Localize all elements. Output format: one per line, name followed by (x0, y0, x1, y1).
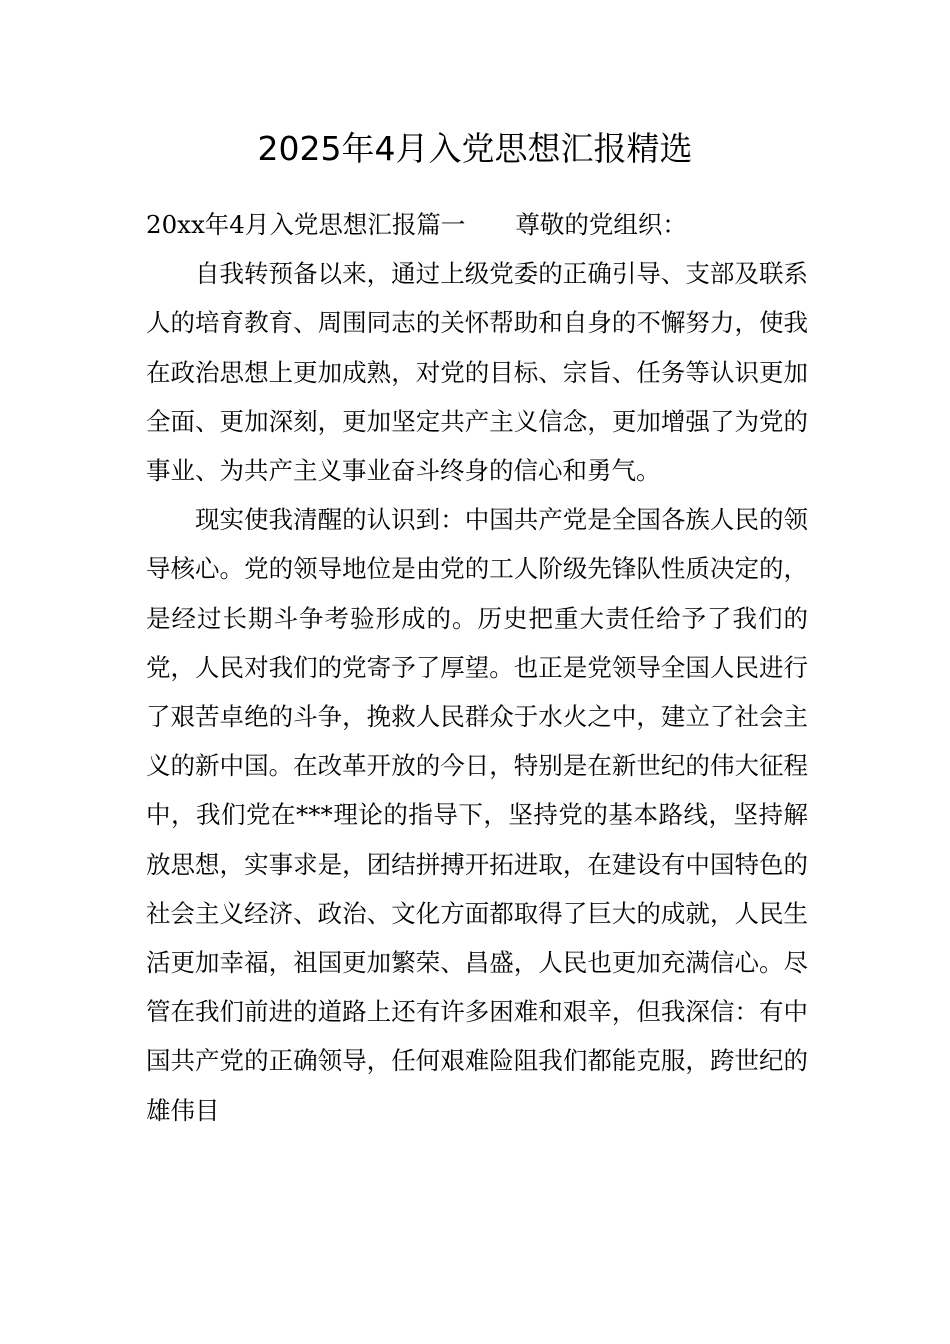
document-title: 2025年4月入党思想汇报精选 (257, 129, 693, 168)
paragraph-1: 自我转预备以来，通过上级党委的正确引导、支部及联系人的培育教育、周围同志的关怀帮助和自身的不懈努力，使我在政治思想上更加成熟，对党的目标、宗旨、任务等认识更加全面、更加深刻，更加坚定共产主义信念，更加增强了为党的事业、为共产主义事业奋斗终身的信心和勇气。 (146, 259, 808, 486)
section-subtitle: 20xx年4月入党思想汇报篇一 (146, 210, 466, 239)
salutation: 尊敬的党组织： (515, 210, 687, 239)
heading-line (146, 200, 808, 249)
paragraph-2: 现实使我清醒的认识到：中国共产党是全国各族人民的领导核心。党的领导地位是由党的工人阶级先锋队性质决定的，是经过长期斗争考验形成的。历史把重大责任给予了我们的党，人民对我们的党寄予了厚望。也正是党领导全国人民进行了艰苦卓绝的斗争，挽救人民群众于水火之中，建立了社会主义的新中国。在改革开放的今日，特别是在新世纪的伟大征程中，我们党在***理论的指导下，坚持党的基本路线，坚持解放思想，实事求是，团结拼搏开拓进取，在建设有中国特色的社会主义经济、政治、文化方面都取得了巨大的成就，人民生活更加幸福，祖国更加繁荣、昌盛，人民也更加充满信心。尽管在我们前进的道路上还有许多困难和艰辛，但我深信：有中国共产党的正确领导，任何艰难险阻我们都能克服，跨世纪的雄伟目 (146, 505, 808, 1125)
document-body (146, 200, 808, 1135)
